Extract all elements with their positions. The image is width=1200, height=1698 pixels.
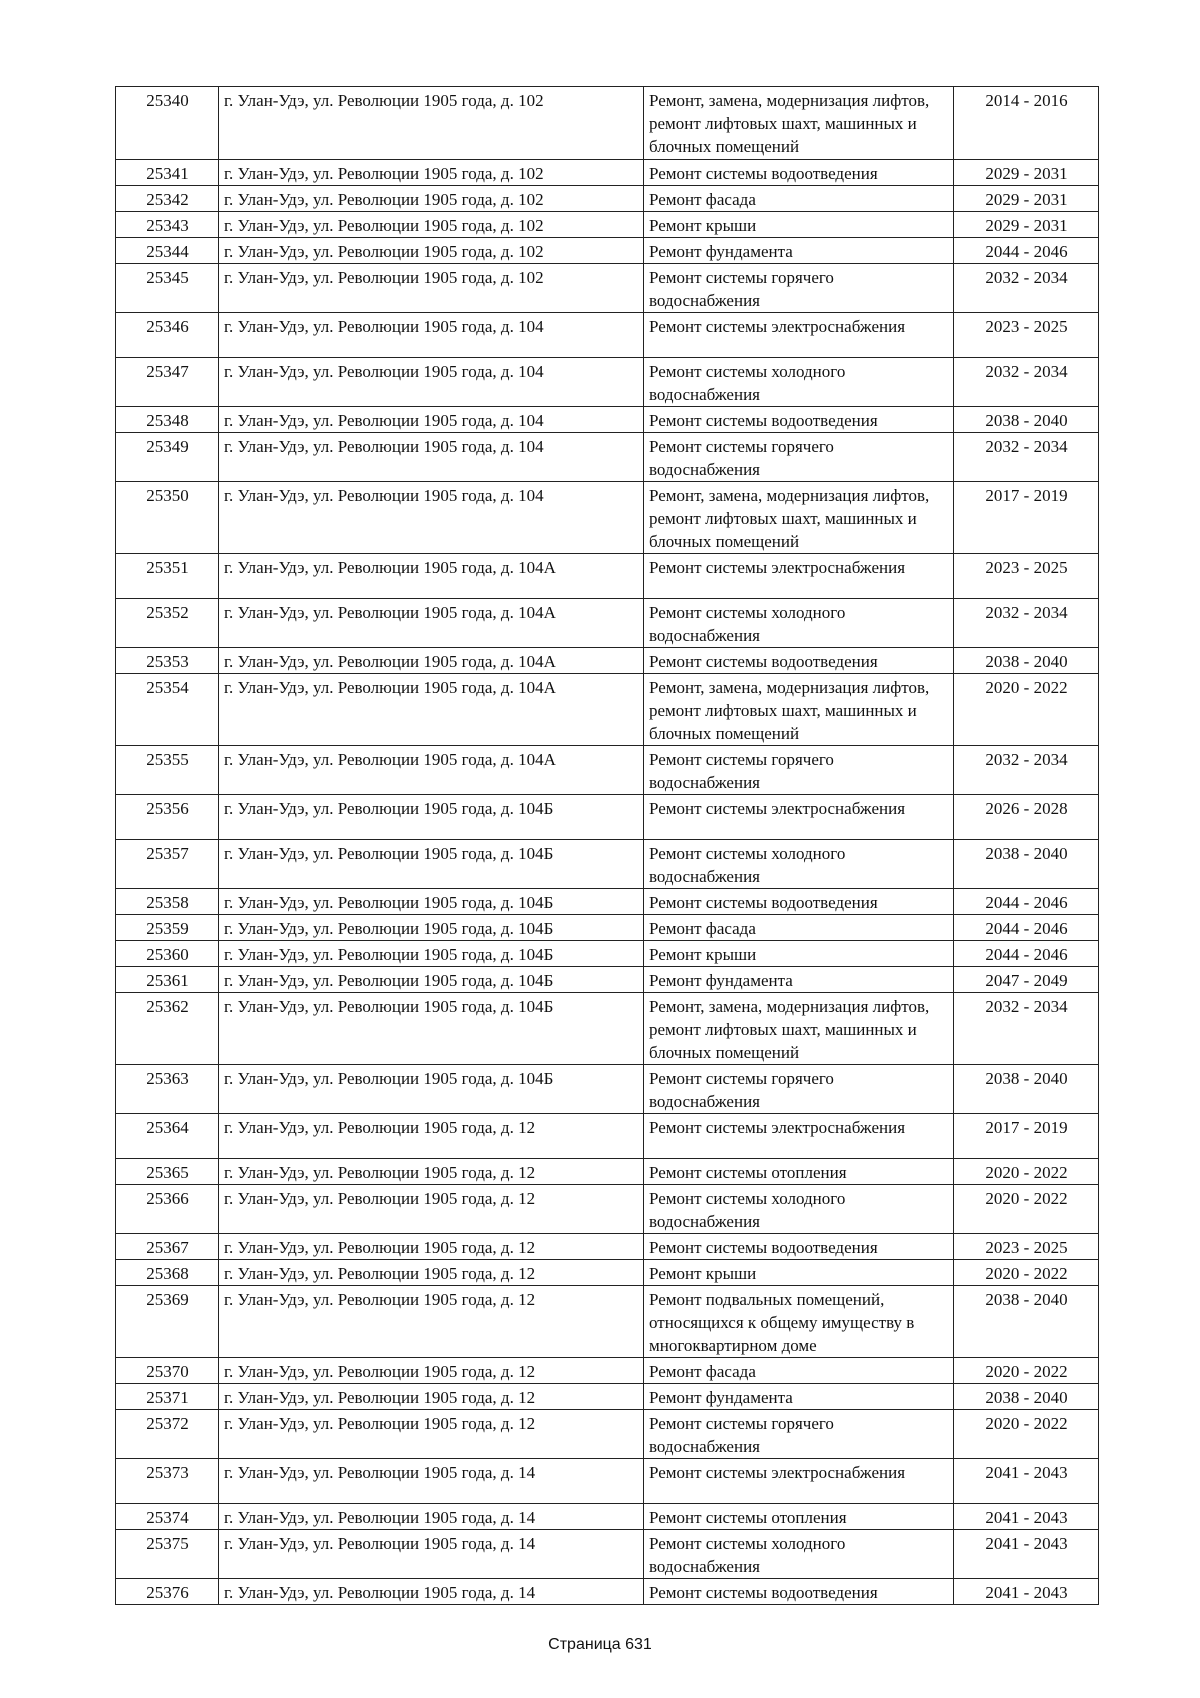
row-id-cell: 25351: [116, 554, 219, 599]
address-cell: г. Улан-Удэ, ул. Революции 1905 года, д. 104: [219, 313, 644, 358]
work-type-cell: Ремонт фундамента: [644, 1384, 954, 1410]
row-id-cell: 25353: [116, 648, 219, 674]
period-cell: 2044 - 2046: [954, 889, 1099, 915]
period-cell: 2041 - 2043: [954, 1579, 1099, 1605]
work-type-cell: Ремонт системы горячего водоснабжения: [644, 1410, 954, 1459]
address-cell: г. Улан-Удэ, ул. Революции 1905 года, д. 12: [219, 1286, 644, 1358]
address-cell: г. Улан-Удэ, ул. Революции 1905 года, д. 104Б: [219, 941, 644, 967]
table-row: [116, 993, 1099, 1065]
table-row: [116, 1234, 1099, 1260]
address-cell: г. Улан-Удэ, ул. Революции 1905 года, д. 102: [219, 238, 644, 264]
period-cell: 2020 - 2022: [954, 1159, 1099, 1185]
row-id-cell: 25340: [116, 87, 219, 160]
table-row: [116, 1504, 1099, 1530]
period-cell: 2020 - 2022: [954, 1185, 1099, 1234]
row-id-cell: 25365: [116, 1159, 219, 1185]
address-cell: г. Улан-Удэ, ул. Революции 1905 года, д. 104Б: [219, 1065, 644, 1114]
work-type-cell: Ремонт фасада: [644, 915, 954, 941]
row-id-cell: 25349: [116, 433, 219, 482]
work-type-cell: Ремонт крыши: [644, 941, 954, 967]
table-row: [116, 1260, 1099, 1286]
period-cell: 2032 - 2034: [954, 993, 1099, 1065]
work-type-cell: Ремонт, замена, модернизация лифтов, ремонт лифтовых шахт, машинных и блочных помещений: [644, 993, 954, 1065]
work-type-cell: Ремонт системы отопления: [644, 1504, 954, 1530]
row-id-cell: 25352: [116, 599, 219, 648]
address-cell: г. Улан-Удэ, ул. Революции 1905 года, д. 12: [219, 1384, 644, 1410]
row-id-cell: 25366: [116, 1185, 219, 1234]
work-type-cell: Ремонт системы холодного водоснабжения: [644, 1530, 954, 1579]
work-type-cell: Ремонт крыши: [644, 212, 954, 238]
period-cell: 2032 - 2034: [954, 264, 1099, 313]
row-id-cell: 25374: [116, 1504, 219, 1530]
table-row: [116, 186, 1099, 212]
table-row: [116, 87, 1099, 160]
period-cell: 2041 - 2043: [954, 1530, 1099, 1579]
row-id-cell: 25373: [116, 1459, 219, 1504]
table-row: [116, 1358, 1099, 1384]
work-type-cell: Ремонт фасада: [644, 1358, 954, 1384]
row-id-cell: 25344: [116, 238, 219, 264]
table-row: [116, 1530, 1099, 1579]
period-cell: 2032 - 2034: [954, 746, 1099, 795]
row-id-cell: 25354: [116, 674, 219, 746]
address-cell: г. Улан-Удэ, ул. Революции 1905 года, д. 104Б: [219, 993, 644, 1065]
row-id-cell: 25348: [116, 407, 219, 433]
period-cell: 2032 - 2034: [954, 358, 1099, 407]
address-cell: г. Улан-Удэ, ул. Революции 1905 года, д. 104Б: [219, 840, 644, 889]
period-cell: 2047 - 2049: [954, 967, 1099, 993]
table-row: [116, 1410, 1099, 1459]
period-cell: 2017 - 2019: [954, 1114, 1099, 1159]
works-table-body: [116, 87, 1099, 1605]
row-id-cell: 25359: [116, 915, 219, 941]
address-cell: г. Улан-Удэ, ул. Революции 1905 года, д. 104А: [219, 746, 644, 795]
period-cell: 2017 - 2019: [954, 482, 1099, 554]
period-cell: 2041 - 2043: [954, 1459, 1099, 1504]
address-cell: г. Улан-Удэ, ул. Революции 1905 года, д. 102: [219, 87, 644, 160]
table-row: [116, 407, 1099, 433]
row-id-cell: 25364: [116, 1114, 219, 1159]
period-cell: 2023 - 2025: [954, 1234, 1099, 1260]
table-row: [116, 1384, 1099, 1410]
period-cell: 2038 - 2040: [954, 1065, 1099, 1114]
period-cell: 2020 - 2022: [954, 1410, 1099, 1459]
row-id-cell: 25360: [116, 941, 219, 967]
work-type-cell: Ремонт системы водоотведения: [644, 1579, 954, 1605]
row-id-cell: 25357: [116, 840, 219, 889]
address-cell: г. Улан-Удэ, ул. Революции 1905 года, д. 104: [219, 358, 644, 407]
table-row: [116, 840, 1099, 889]
table-row: [116, 1185, 1099, 1234]
work-type-cell: Ремонт системы электроснабжения: [644, 795, 954, 840]
table-row: [116, 1159, 1099, 1185]
table-row: [116, 1065, 1099, 1114]
row-id-cell: 25361: [116, 967, 219, 993]
period-cell: 2029 - 2031: [954, 186, 1099, 212]
address-cell: г. Улан-Удэ, ул. Революции 1905 года, д. 104: [219, 433, 644, 482]
work-type-cell: Ремонт системы водоотведения: [644, 160, 954, 186]
address-cell: г. Улан-Удэ, ул. Революции 1905 года, д. 14: [219, 1459, 644, 1504]
row-id-cell: 25346: [116, 313, 219, 358]
period-cell: 2038 - 2040: [954, 407, 1099, 433]
work-type-cell: Ремонт системы электроснабжения: [644, 1459, 954, 1504]
period-cell: 2044 - 2046: [954, 915, 1099, 941]
work-type-cell: Ремонт, замена, модернизация лифтов, ремонт лифтовых шахт, машинных и блочных помещений: [644, 482, 954, 554]
work-type-cell: Ремонт системы водоотведения: [644, 1234, 954, 1260]
address-cell: г. Улан-Удэ, ул. Революции 1905 года, д. 12: [219, 1234, 644, 1260]
address-cell: г. Улан-Удэ, ул. Революции 1905 года, д. 12: [219, 1260, 644, 1286]
address-cell: г. Улан-Удэ, ул. Революции 1905 года, д. 104А: [219, 599, 644, 648]
period-cell: 2020 - 2022: [954, 674, 1099, 746]
table-row: [116, 160, 1099, 186]
period-cell: 2020 - 2022: [954, 1358, 1099, 1384]
period-cell: 2032 - 2034: [954, 599, 1099, 648]
row-id-cell: 25371: [116, 1384, 219, 1410]
work-type-cell: Ремонт системы электроснабжения: [644, 313, 954, 358]
address-cell: г. Улан-Удэ, ул. Революции 1905 года, д. 104А: [219, 554, 644, 599]
address-cell: г. Улан-Удэ, ул. Революции 1905 года, д. 104Б: [219, 889, 644, 915]
work-type-cell: Ремонт, замена, модернизация лифтов, ремонт лифтовых шахт, машинных и блочных помещений: [644, 674, 954, 746]
works-table: [115, 86, 1099, 1605]
work-type-cell: Ремонт системы отопления: [644, 1159, 954, 1185]
work-type-cell: Ремонт фасада: [644, 186, 954, 212]
table-row: [116, 212, 1099, 238]
table-row: [116, 1459, 1099, 1504]
period-cell: 2023 - 2025: [954, 554, 1099, 599]
row-id-cell: 25376: [116, 1579, 219, 1605]
table-row: [116, 795, 1099, 840]
period-cell: 2029 - 2031: [954, 212, 1099, 238]
work-type-cell: Ремонт системы горячего водоснабжения: [644, 746, 954, 795]
work-type-cell: Ремонт системы электроснабжения: [644, 554, 954, 599]
address-cell: г. Улан-Удэ, ул. Революции 1905 года, д. 104Б: [219, 967, 644, 993]
table-row: [116, 967, 1099, 993]
table-row: [116, 1286, 1099, 1358]
period-cell: 2020 - 2022: [954, 1260, 1099, 1286]
address-cell: г. Улан-Удэ, ул. Революции 1905 года, д. 12: [219, 1410, 644, 1459]
period-cell: 2032 - 2034: [954, 433, 1099, 482]
address-cell: г. Улан-Удэ, ул. Революции 1905 года, д. 102: [219, 212, 644, 238]
table-row: [116, 941, 1099, 967]
address-cell: г. Улан-Удэ, ул. Революции 1905 года, д. 104Б: [219, 795, 644, 840]
row-id-cell: 25345: [116, 264, 219, 313]
work-type-cell: Ремонт системы холодного водоснабжения: [644, 1185, 954, 1234]
work-type-cell: Ремонт крыши: [644, 1260, 954, 1286]
address-cell: г. Улан-Удэ, ул. Революции 1905 года, д. 12: [219, 1358, 644, 1384]
address-cell: г. Улан-Удэ, ул. Революции 1905 года, д. 14: [219, 1504, 644, 1530]
period-cell: 2023 - 2025: [954, 313, 1099, 358]
table-row: [116, 915, 1099, 941]
row-id-cell: 25369: [116, 1286, 219, 1358]
work-type-cell: Ремонт, замена, модернизация лифтов, ремонт лифтовых шахт, машинных и блочных помещений: [644, 87, 954, 160]
period-cell: 2014 - 2016: [954, 87, 1099, 160]
period-cell: 2038 - 2040: [954, 648, 1099, 674]
table-row: [116, 358, 1099, 407]
page-number: Страница 631: [548, 1636, 652, 1653]
work-type-cell: Ремонт фундамента: [644, 238, 954, 264]
table-row: [116, 264, 1099, 313]
table-row: [116, 648, 1099, 674]
work-type-cell: Ремонт системы горячего водоснабжения: [644, 264, 954, 313]
work-type-cell: Ремонт системы электроснабжения: [644, 1114, 954, 1159]
work-type-cell: Ремонт системы водоотведения: [644, 407, 954, 433]
row-id-cell: 25356: [116, 795, 219, 840]
work-type-cell: Ремонт системы водоотведения: [644, 889, 954, 915]
period-cell: 2026 - 2028: [954, 795, 1099, 840]
table-row: [116, 313, 1099, 358]
period-cell: 2044 - 2046: [954, 238, 1099, 264]
row-id-cell: 25370: [116, 1358, 219, 1384]
address-cell: г. Улан-Удэ, ул. Революции 1905 года, д. 104А: [219, 648, 644, 674]
period-cell: 2029 - 2031: [954, 160, 1099, 186]
row-id-cell: 25355: [116, 746, 219, 795]
work-type-cell: Ремонт системы водоотведения: [644, 648, 954, 674]
row-id-cell: 25363: [116, 1065, 219, 1114]
address-cell: г. Улан-Удэ, ул. Революции 1905 года, д. 102: [219, 160, 644, 186]
row-id-cell: 25342: [116, 186, 219, 212]
address-cell: г. Улан-Удэ, ул. Революции 1905 года, д. 104: [219, 407, 644, 433]
address-cell: г. Улан-Удэ, ул. Революции 1905 года, д. 104Б: [219, 915, 644, 941]
period-cell: 2041 - 2043: [954, 1504, 1099, 1530]
period-cell: 2038 - 2040: [954, 1286, 1099, 1358]
period-cell: 2038 - 2040: [954, 840, 1099, 889]
work-type-cell: Ремонт системы горячего водоснабжения: [644, 433, 954, 482]
address-cell: г. Улан-Удэ, ул. Революции 1905 года, д. 12: [219, 1114, 644, 1159]
table-row: [116, 482, 1099, 554]
address-cell: г. Улан-Удэ, ул. Революции 1905 года, д. 14: [219, 1530, 644, 1579]
work-type-cell: Ремонт фундамента: [644, 967, 954, 993]
table-row: [116, 433, 1099, 482]
row-id-cell: 25341: [116, 160, 219, 186]
work-type-cell: Ремонт системы холодного водоснабжения: [644, 840, 954, 889]
table-row: [116, 554, 1099, 599]
row-id-cell: 25362: [116, 993, 219, 1065]
row-id-cell: 25358: [116, 889, 219, 915]
address-cell: г. Улан-Удэ, ул. Революции 1905 года, д. 102: [219, 186, 644, 212]
table-row: [116, 746, 1099, 795]
table-row: [116, 1114, 1099, 1159]
address-cell: г. Улан-Удэ, ул. Революции 1905 года, д. 12: [219, 1185, 644, 1234]
address-cell: г. Улан-Удэ, ул. Революции 1905 года, д. 102: [219, 264, 644, 313]
table-row: [116, 599, 1099, 648]
work-type-cell: Ремонт подвальных помещений, относящихся к общему имуществу в многоквартирном доме: [644, 1286, 954, 1358]
work-type-cell: Ремонт системы горячего водоснабжения: [644, 1065, 954, 1114]
row-id-cell: 25375: [116, 1530, 219, 1579]
row-id-cell: 25372: [116, 1410, 219, 1459]
table-row: [116, 889, 1099, 915]
address-cell: г. Улан-Удэ, ул. Революции 1905 года, д. 12: [219, 1159, 644, 1185]
address-cell: г. Улан-Удэ, ул. Революции 1905 года, д. 104: [219, 482, 644, 554]
period-cell: 2044 - 2046: [954, 941, 1099, 967]
work-type-cell: Ремонт системы холодного водоснабжения: [644, 358, 954, 407]
row-id-cell: 25368: [116, 1260, 219, 1286]
table-row: [116, 674, 1099, 746]
row-id-cell: 25350: [116, 482, 219, 554]
row-id-cell: 25343: [116, 212, 219, 238]
row-id-cell: 25347: [116, 358, 219, 407]
address-cell: г. Улан-Удэ, ул. Революции 1905 года, д. 104А: [219, 674, 644, 746]
table-row: [116, 1579, 1099, 1605]
table-row: [116, 238, 1099, 264]
address-cell: г. Улан-Удэ, ул. Революции 1905 года, д. 14: [219, 1579, 644, 1605]
row-id-cell: 25367: [116, 1234, 219, 1260]
period-cell: 2038 - 2040: [954, 1384, 1099, 1410]
work-type-cell: Ремонт системы холодного водоснабжения: [644, 599, 954, 648]
